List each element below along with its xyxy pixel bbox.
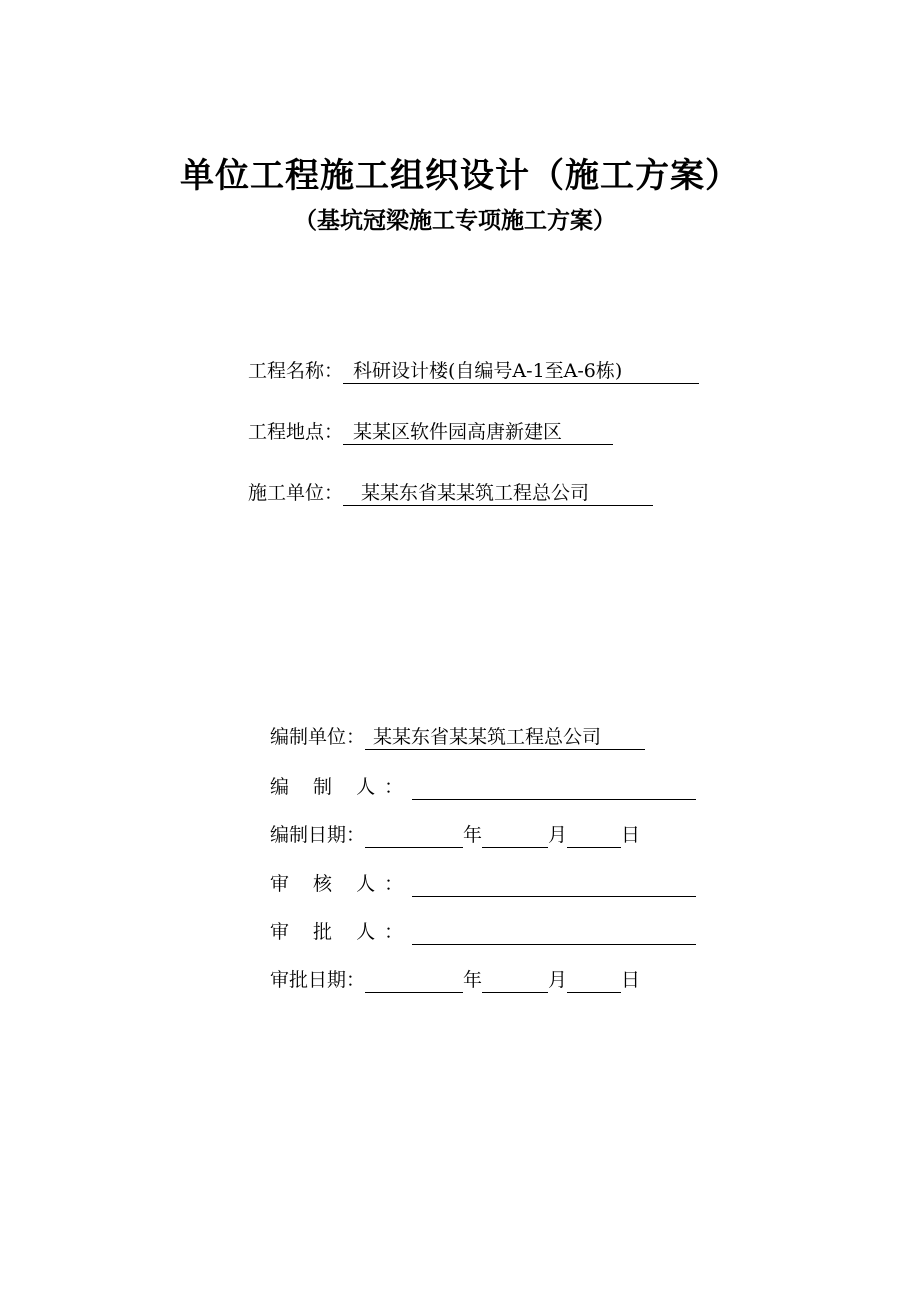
contractor-label: 施工单位： [248, 482, 344, 504]
prep-unit-row [270, 724, 645, 750]
document-title: 单位工程施工组织设计（施工方案） [180, 156, 740, 196]
reviewer-row [270, 871, 696, 897]
approval-date-label: 审批日期： [270, 969, 366, 991]
project-name-value: 科研设计楼(自编号A-1至A-6栋) [343, 358, 699, 384]
contractor-value: 某某东省某某筑工程总公司 [343, 480, 653, 506]
project-location-label: 工程地点： [248, 421, 344, 443]
project-name-row [248, 358, 699, 384]
preparer-label: 编 制 人： [270, 776, 413, 798]
contractor-row [248, 480, 653, 506]
reviewer-label: 审 核 人： [270, 873, 413, 895]
prep-unit-label: 编制单位： [270, 726, 366, 748]
approval-year-unit: 年 [463, 969, 483, 991]
approver-blank [412, 919, 696, 945]
prep-day-blank [567, 822, 621, 848]
approval-year-blank [365, 967, 463, 993]
project-location-row [248, 419, 613, 445]
prep-month-blank [482, 822, 548, 848]
prep-year-blank [365, 822, 463, 848]
approver-label: 审 批 人： [270, 921, 413, 943]
approver-row [270, 919, 696, 945]
preparer-blank [412, 774, 696, 800]
prep-date-row [270, 822, 640, 848]
approval-month-unit: 月 [548, 969, 568, 991]
approval-day-unit: 日 [621, 969, 641, 991]
approval-date-row [270, 967, 640, 993]
document-subtitle: （基坑冠梁施工专项施工方案） [294, 207, 616, 234]
prep-month-unit: 月 [548, 824, 568, 846]
project-location-value: 某某区软件园高唐新建区 [343, 419, 613, 445]
prep-year-unit: 年 [463, 824, 483, 846]
preparer-row [270, 774, 696, 800]
reviewer-blank [412, 871, 696, 897]
prep-date-label: 编制日期： [270, 824, 366, 846]
prep-unit-value: 某某东省某某筑工程总公司 [365, 724, 645, 750]
approval-month-blank [482, 967, 548, 993]
prep-day-unit: 日 [621, 824, 641, 846]
project-name-label: 工程名称： [248, 360, 344, 382]
approval-day-blank [567, 967, 621, 993]
